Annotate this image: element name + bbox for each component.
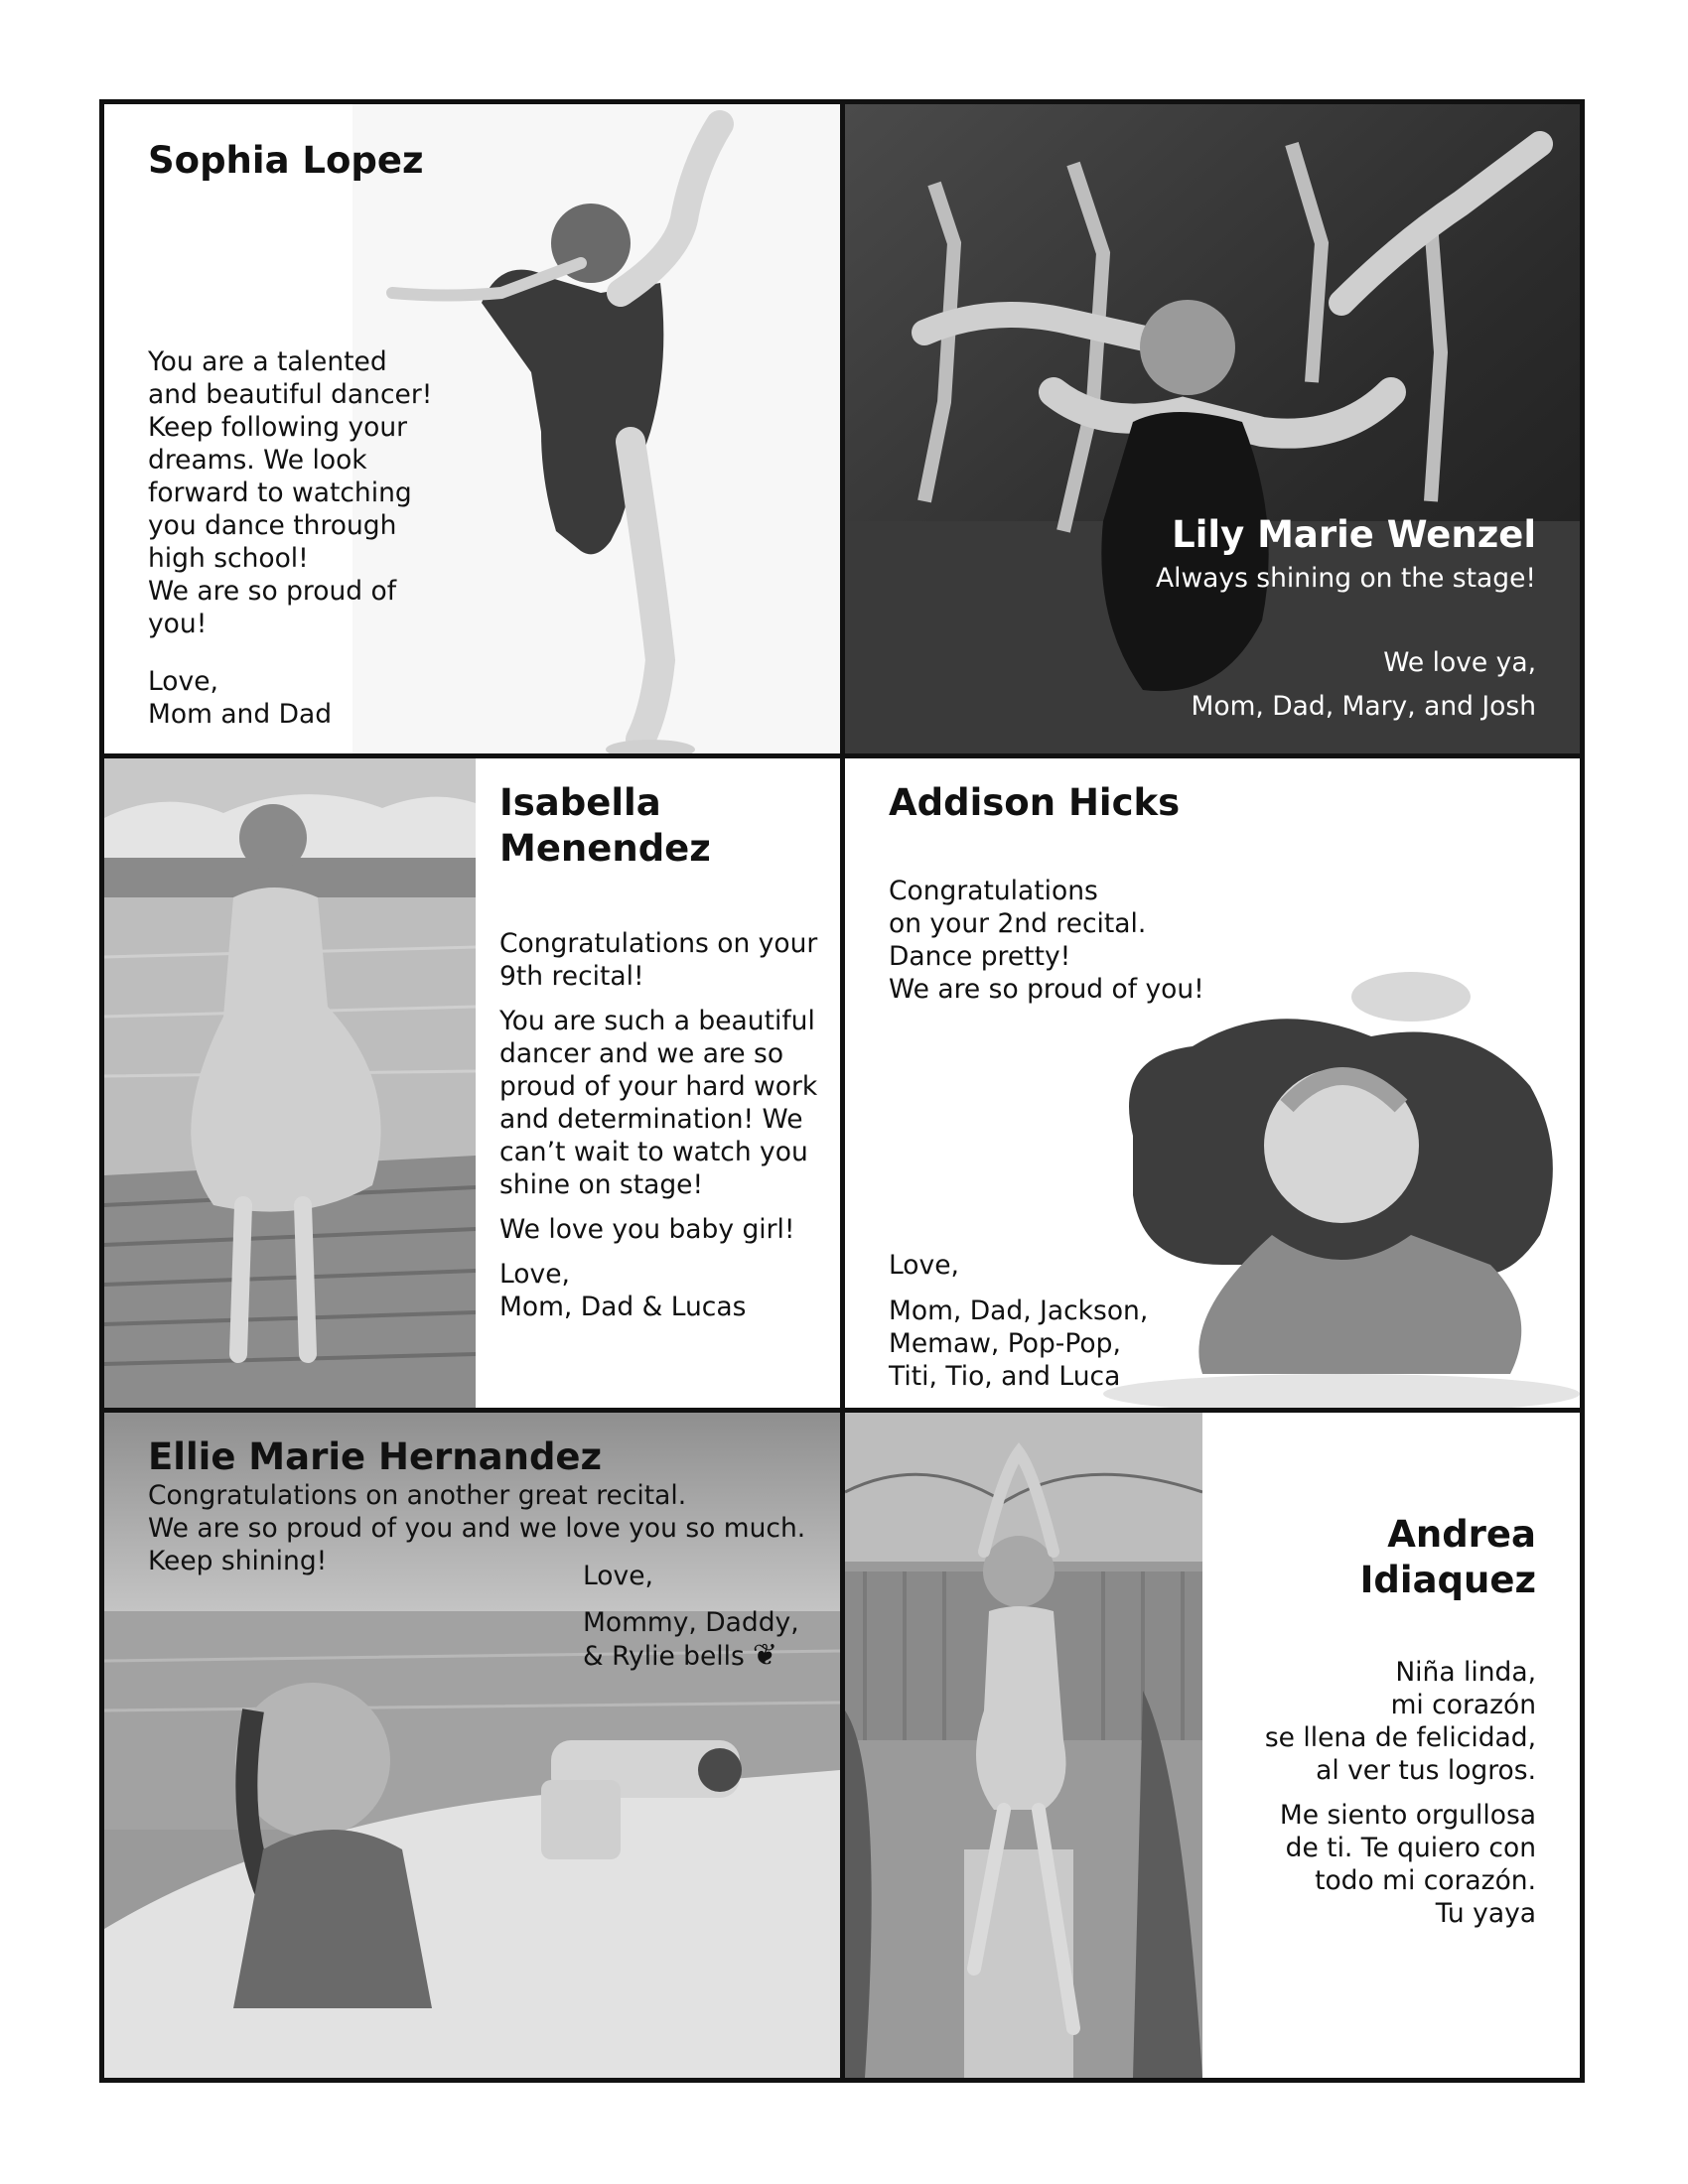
- message-line: You are a talented: [148, 346, 387, 377]
- dancer-name-line: Andrea: [1387, 1513, 1536, 1556]
- message-line: high school!: [148, 543, 309, 574]
- signoff-line: Titi, Tio, and Luca: [889, 1361, 1121, 1392]
- card-andrea-idiaquez: [845, 1413, 1580, 2078]
- message-line: You are such a beautiful: [499, 1006, 815, 1036]
- message-line: and determination! We: [499, 1104, 803, 1135]
- message-line: you dance through: [148, 510, 397, 541]
- message-line: can’t wait to watch you: [499, 1137, 808, 1167]
- message-line: Congratulations: [889, 876, 1098, 906]
- message-line: al ver tus logros.: [1316, 1755, 1536, 1786]
- card-ellie-marie-hernandez: [104, 1413, 840, 2078]
- signoff-text: [148, 665, 332, 731]
- child-in-tutu-photo: [1073, 937, 1580, 1408]
- message-line: mi corazón: [1390, 1690, 1536, 1720]
- message-text: [499, 927, 827, 1335]
- dancer-name-line: Isabella: [499, 781, 661, 824]
- signoff-line: Mom, Dad, Jackson,: [889, 1296, 1149, 1326]
- message-line: We are so proud of you and we love you so much.: [148, 1513, 806, 1544]
- signoff-line-text: & Rylie bells: [583, 1641, 745, 1672]
- ad-page-frame: [99, 99, 1585, 2083]
- message-line: We are so proud of you!: [889, 974, 1204, 1005]
- message-line: shine on stage!: [499, 1169, 704, 1200]
- signoff-line: Love,: [148, 666, 218, 697]
- message-paragraph: [499, 1213, 827, 1246]
- message-text: [889, 875, 1204, 1006]
- message-line: Congratulations on another great recital.: [148, 1480, 687, 1511]
- tagline-text: Always shining on the stage!: [1155, 563, 1536, 594]
- card-isabella-menendez: [104, 758, 840, 1408]
- message-line: We are so proud of: [148, 576, 397, 607]
- message-line: se llena de felicidad,: [1264, 1722, 1536, 1753]
- message-line: proud of your hard work: [499, 1071, 818, 1102]
- signoff-line: Mom, Dad, Mary, and Josh: [1191, 691, 1536, 722]
- message-line: Keep following your: [148, 412, 408, 443]
- card-addison-hicks: [845, 758, 1580, 1408]
- dancer-name: Ellie Marie Hernandez: [148, 1435, 603, 1478]
- message-line: 9th recital!: [499, 961, 644, 992]
- signoff-line: Mommy, Daddy,: [583, 1607, 799, 1638]
- message-text: [1265, 1656, 1536, 1942]
- signoff-label: Love,: [889, 1250, 959, 1281]
- signoff-line: Mom and Dad: [148, 699, 333, 730]
- message-paragraph: [499, 1005, 827, 1201]
- card-sophia-lopez: [104, 104, 840, 753]
- message-text: [148, 345, 505, 640]
- message-line: We love you baby girl!: [499, 1214, 795, 1245]
- message-line: de ti. Te quiero con: [1285, 1833, 1536, 1863]
- dancer-name-line: Menendez: [499, 827, 711, 870]
- message-line: todo mi corazón.: [1315, 1865, 1536, 1896]
- message-line: Dance pretty!: [889, 941, 1071, 972]
- message-line: forward to watching: [148, 478, 412, 508]
- dancer-name-line: Idiaquez: [1359, 1559, 1536, 1601]
- signoff-line: Love,: [499, 1259, 570, 1290]
- signoff-line: Memaw, Pop-Pop,: [889, 1328, 1121, 1359]
- signoff-label: Love,: [583, 1561, 653, 1591]
- signoff-line: [583, 1639, 799, 1673]
- message-line: Keep shining!: [148, 1546, 328, 1576]
- message-line: and beautiful dancer!: [148, 379, 433, 410]
- message-paragraph: [1265, 1799, 1536, 1930]
- message-paragraph: [499, 927, 827, 993]
- dancer-on-dock-photo: [104, 758, 476, 1408]
- signoff-text: [583, 1606, 799, 1673]
- heart-with-bow-icon: ❦: [752, 1638, 777, 1673]
- dancer-name: Sophia Lopez: [148, 139, 424, 182]
- signoff-text: [499, 1258, 827, 1323]
- signoff-text: [889, 1295, 1148, 1393]
- card-lily-marie-wenzel: [845, 104, 1580, 753]
- message-paragraph: [1265, 1656, 1536, 1787]
- dancer-in-garden-photo: [845, 1413, 1202, 2078]
- message-line: you!: [148, 609, 208, 639]
- signoff-line: We love ya,: [1383, 647, 1536, 678]
- message-line: Niña linda,: [1395, 1657, 1536, 1688]
- message-line: Me siento orgullosa: [1279, 1800, 1536, 1831]
- dancer-name: Addison Hicks: [889, 781, 1181, 824]
- message-line: Tu yaya: [1435, 1898, 1536, 1929]
- message-line: dancer and we are so: [499, 1038, 784, 1069]
- dancer-name: Lily Marie Wenzel: [1172, 513, 1536, 556]
- message-text: [148, 1479, 805, 1577]
- message-line: Congratulations on your: [499, 928, 818, 959]
- message-line: on your 2nd recital.: [889, 908, 1147, 939]
- signoff-line: Mom, Dad & Lucas: [499, 1292, 747, 1322]
- message-line: dreams. We look: [148, 445, 367, 476]
- signoff-text: [1192, 641, 1537, 729]
